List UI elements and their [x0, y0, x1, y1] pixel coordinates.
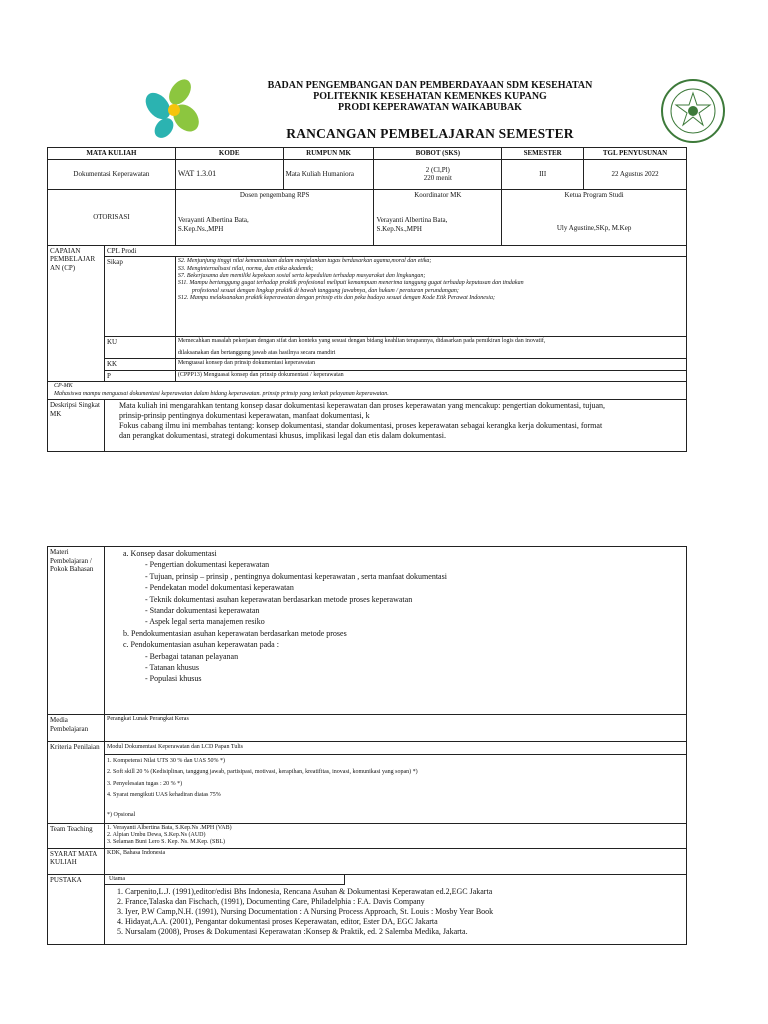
sikap-label: Sikap: [104, 257, 175, 337]
deskripsi-line: dan perangkat dokumentasi, strategi dokumentasi khusus, implikasi legal dan etis dalam dokumentasi.: [118, 431, 447, 440]
ku-text: [175, 337, 686, 359]
cpmk-label: CP-MK: [54, 383, 73, 390]
cpmk-text: Mahasiswa mampu menguasai dokumentasi keperawatan dalam bidang keperawatan. prinsip prinsip yang terkait pelayanan keperawatan.: [54, 390, 389, 397]
cpmk-cell: [48, 382, 687, 400]
media-label: Media Pembelajaran: [48, 715, 105, 742]
dosen-name-2: S.Kep.Ns.,MPH: [177, 224, 224, 233]
bobot-sks: 2 (Cl,Pl): [425, 165, 450, 174]
materi-item: - Berbagai tatanan pelayanan: [145, 651, 239, 661]
team-member: 2. Alpian Umbu Dewa, S.Kep.Ns (AUD): [107, 831, 206, 838]
pustaka-cell: [105, 874, 687, 944]
pustaka-item: 5. Nursalam (2008), Proses & Dokumentasi Keperawatan :Konsep & Praktik, ed. 2 Salemba Medika, Jakarta.: [117, 927, 468, 937]
kaprodi-label: Ketua Program Studi: [564, 190, 624, 199]
kemenkes-logo-icon: [142, 78, 214, 140]
koordinator-cell: [374, 189, 502, 245]
koord-name-1: Verayanti Albertina Bata,: [376, 216, 448, 225]
materi-item: a. Konsep dasar dokumentasi: [123, 549, 217, 558]
th-semester: SEMESTER: [502, 148, 584, 160]
materi-item: - Pendekatan model dokumentasi keperawatan: [145, 583, 294, 593]
team-member: 1. Verayanti Albertina Bata, S.Kep.Ns .MPH (VAB): [107, 824, 232, 831]
th-rumpun: RUMPUN MK: [283, 148, 374, 160]
cpl-prodi-label: CPL Prodi: [104, 245, 686, 257]
pustaka-label: PUSTAKA: [48, 874, 105, 944]
materi-item: b. Pendokumentasian asuhan keperawatan berdasarkan metode proses: [123, 628, 347, 638]
ku-line-1: Memecahkan masalah pekerjaan dengan sifat dan konteks yang sesuai dengan bidang keahlian terapannya, didasarkan pada pemikiran logis dan inovatif,: [177, 338, 546, 345]
kaprodi-name: Uly Agustine,SKp, M.Kep: [556, 224, 632, 233]
th-mata-kuliah: MATA KULIAH: [48, 148, 176, 160]
kriteria-item: 3. Penyelesaian tugas : 20 % *): [107, 780, 183, 787]
koord-name-2: S.Kep.Ns.,MPH: [376, 224, 422, 233]
kriteria-item: 2. Soft skill 20 % (Kedisiplinan, tanggung jawab, partisipasi, motivasi, kerapihan, kreatifitas, inovasi, komunikasi yang sopan) *): [107, 769, 418, 776]
materi-item: - Pengertian dokumentasi keperawatan: [145, 560, 270, 570]
document-header: [230, 80, 630, 139]
kaprodi-cell: [502, 189, 687, 245]
kk-label: KK: [104, 359, 175, 371]
materi-item: - Tujuan, prinsip – prinsip , pentingnya dokumentasi keperawatan , serta manfaat dokumentasi: [145, 571, 447, 581]
th-tgl: TGL PENYUSUNAN: [584, 148, 687, 160]
team-label: Team Teaching: [48, 823, 105, 848]
team-member: 3. Selaman Buni Lero S. Kep. Ns. M.Kep. (SBL): [107, 839, 225, 846]
th-kode: KODE: [175, 148, 283, 160]
kriteria-cell: [105, 742, 687, 824]
deskripsi-line: Mata kuliah ini mengarahkan tentang konsep dasar dokumentasi keperawatan dan proses keperawatan yang mencakup: pengertian dokumentasi, tujuan,: [118, 401, 606, 410]
team-list: [105, 823, 687, 848]
materi-item: - Standar dokumentasi keperawatan: [145, 606, 260, 616]
kriteria-label: Kriteria Penilaian: [48, 742, 105, 824]
p-text: (CPPP13) Menguasai konsep dan prinsip dokumentasi / keperawatan: [175, 370, 686, 382]
materi-item: c. Pendokumentasian asuhan keperawatan pada :: [123, 640, 279, 650]
pustaka-item: 3. Iyer, P.W Camp,N.H. (1991), Nursing Documentation : A Nursing Process Approach, St. Louis : Mosby Year Book: [117, 907, 494, 917]
rps-bottom-table: [47, 546, 687, 945]
sikap-item: S12. Mampu melaksanakan praktik keperawatan dengan prinsip etis dan peka budaya sesuai dengan Kode Etik Perawat Indonesia;: [177, 295, 495, 302]
ku-label: KU: [104, 337, 175, 359]
cell-mk: Dokumentasi Keperawatan: [48, 159, 176, 189]
sikap-item: profesional sesuai dengan lingkup praktik di bawah tanggung jawabnya, dan hukum / peraturan perundangan;: [191, 287, 459, 294]
kriteria-spacer: [107, 802, 684, 810]
deskripsi-label: Deskripsi Singkat MK: [48, 400, 105, 452]
poltekkes-seal-icon: [660, 78, 726, 144]
kriteria-item: 1. Kompetensi Nilai UTS 30 % dan UAS 50% *): [107, 757, 225, 764]
materi-item: - Aspek legal serta manajemen resiko: [145, 617, 265, 627]
sikap-item: S11. Mampu bertanggung gugat terhadap praktik profesional meliputi kemampuan menerima tanggung gugat terhadap keputusan dan tindakan: [177, 280, 524, 287]
kriteria-item: 4. Syarat mengikuti UAS kehadiran diatas 75%: [107, 792, 221, 799]
document-title: RANCANGAN PEMBELAJARAN SEMESTER: [286, 126, 574, 141]
cell-semester: III: [502, 159, 584, 189]
materi-item: - Tatanan khusus: [145, 663, 199, 673]
materi-item: - Populasi khusus: [145, 674, 202, 684]
header-line-3: PRODI KEPERAWATAN WAIKABUBAK: [338, 102, 522, 113]
ku-line-2: dilaksanakan dan bertanggung jawab atas hasilnya secara mandiri: [177, 349, 336, 356]
media-line-2: Modul Dokumentasi Keperawatan dan LCD Papan Tulis: [105, 742, 686, 755]
header-line-2: POLITEKNIK KESEHATAN KEMENKES KUPANG: [313, 91, 547, 102]
dosen-pengembang-cell: [175, 189, 374, 245]
materi-list: [105, 547, 687, 715]
pustaka-item: 2. France,Talaska dan Fischach, (1991), Documenting Care, Philadelphia : F.A. Davis Company: [117, 897, 425, 907]
cell-tgl: 22 Agustus 2022: [584, 159, 687, 189]
deskripsi-line: prinsip-prinsip pentingnya dokumentasi keperawatan, manfaat dokumentasi, k: [118, 411, 370, 420]
materi-item: - Teknik dokumentasi asuhan keperawatan berdasarkan metode proses keperawatan: [145, 594, 413, 604]
sikap-item: S7. Bekerjasama dan memiliki kepekaan sosial serta kepedulian terhadap masyarakat dan lingkungan;: [177, 273, 426, 279]
media-text: Perangkat Lunak Perangkat Keras: [105, 715, 687, 742]
dosen-name-1: Verayanti Albertina Bata,: [177, 216, 249, 225]
koordinator-label: Koordinator MK: [414, 190, 462, 199]
pustaka-item: 1. Carpenito,L.J. (1991),editor/edisi Bhs Indonesia, Rencana Asuhan & Dokumentasi Keperawatan ed.2,EGC Jakarta: [117, 887, 493, 897]
p-label: P: [104, 370, 175, 382]
pustaka-list: [105, 885, 686, 939]
bobot-menit: 220 menit: [423, 174, 452, 183]
dosen-label: Dosen pengembang RPS: [239, 190, 310, 199]
pustaka-item: 4. Hidayat,A.A. (2001), Pengantar dokumentasi proses Keperawatan, editor, Ester DA, EGC Jakarta: [117, 917, 438, 927]
sikap-item: S3. Menginternalisasi nilai, norma, dan etika akademik;: [177, 265, 314, 272]
materi-label: Materi Pembelajaran / Pokok Bahasan: [48, 547, 105, 715]
cp-label: CAPAIAN PEMBELAJAR AN (CP): [48, 245, 105, 382]
kk-text: Menguasai konsep dan prinsip dokumentasi keperawatan: [175, 359, 686, 371]
utama-label: Utama: [105, 875, 345, 885]
kriteria-note: *) Opsional: [107, 811, 136, 818]
cell-kode: WAT 1.3.01: [175, 159, 283, 189]
deskripsi-text: [104, 400, 686, 452]
rps-top-table: [47, 147, 687, 452]
cell-bobot: [374, 159, 502, 189]
otorisasi-label: OTORISASI: [48, 189, 176, 245]
sikap-list: [175, 257, 686, 337]
cell-rumpun: Mata Kuliah Humaniora: [283, 159, 374, 189]
syarat-label: SYARAT MATA KULIAH: [48, 848, 105, 874]
sikap-item: S2. Menjunjung tinggi nilai kemanusiaan dalam menjalankan tugas berdasarkan agama,moral dan etika;: [177, 258, 432, 265]
deskripsi-line: Fokus cabang ilmu ini membahas tentang: konsep dokumentasi, standar dokumentasi, proses keperawatan sebagai kerangka kerja dokumentasi, format: [118, 421, 603, 430]
syarat-text: KDK, Bahasa Indonesia: [105, 848, 687, 874]
th-bobot: BOBOT (SKS): [374, 148, 502, 160]
header-line-1: BADAN PENGEMBANGAN DAN PEMBERDAYAAN SDM KESEHATAN: [267, 80, 593, 91]
